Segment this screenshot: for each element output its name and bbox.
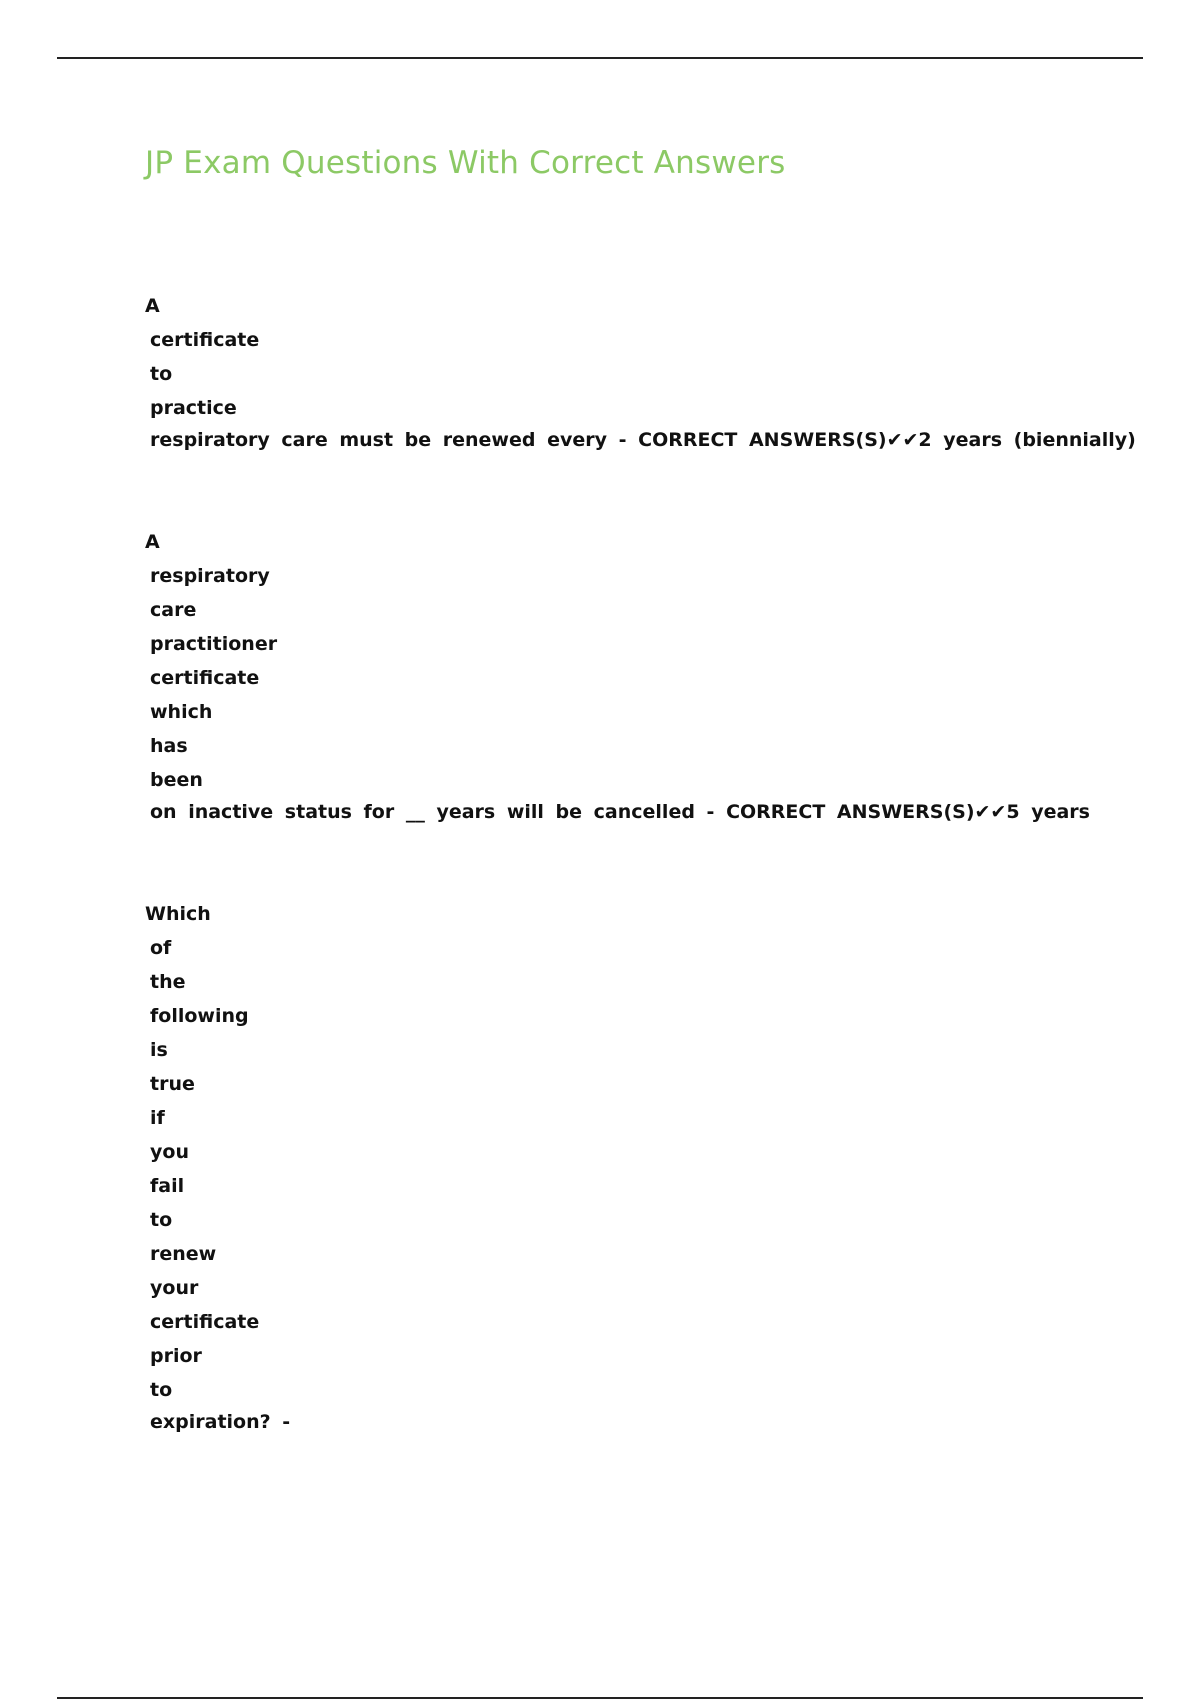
question-word: care [150, 599, 197, 621]
question-tail-line [145, 425, 1136, 459]
question-word: practitioner [150, 633, 278, 655]
question-word: your [150, 1277, 199, 1299]
question-word: A [145, 531, 160, 553]
question-word: certificate [150, 329, 260, 351]
checkmark-icon: ✔✔ [886, 429, 919, 451]
question-tail: on inactive status for __ years will be cancelled - [150, 801, 715, 823]
question-1 [145, 289, 1136, 459]
answer-text: 5 years [1006, 801, 1090, 823]
question-word: fail [150, 1175, 185, 1197]
question-word: Which [145, 903, 211, 925]
question-word: has [150, 735, 188, 757]
question-word: been [150, 769, 203, 791]
question-word: renew [150, 1243, 217, 1265]
question-word: you [150, 1141, 189, 1163]
page-title: JP Exam Questions With Correct Answers [145, 145, 786, 181]
question-word: true [150, 1073, 195, 1095]
question-2 [145, 525, 1090, 831]
question-word: to [150, 363, 173, 385]
question-word: to [150, 1379, 173, 1401]
question-word: is [150, 1039, 168, 1061]
answer-text: 2 years (biennially) [918, 429, 1136, 451]
question-word: to [150, 1209, 173, 1231]
question-word: certificate [150, 667, 260, 689]
question-word: practice [150, 397, 237, 419]
footer-rule [57, 1697, 1143, 1699]
question-3 [145, 897, 290, 1441]
question-word: following [150, 1005, 249, 1027]
header-rule [57, 57, 1143, 59]
question-word: certificate [150, 1311, 260, 1333]
answer-label: CORRECT ANSWERS(S) [638, 429, 887, 451]
question-tail: respiratory care must be renewed every - [150, 429, 627, 451]
question-word: respiratory [150, 565, 270, 587]
question-word: which [150, 701, 213, 723]
question-tail: expiration? - [150, 1411, 291, 1433]
question-tail-line [145, 1407, 290, 1441]
question-tail-line [145, 797, 1090, 831]
checkmark-icon: ✔✔ [974, 801, 1007, 823]
answer-label: CORRECT ANSWERS(S) [726, 801, 975, 823]
question-word: the [150, 971, 186, 993]
question-word: if [150, 1107, 165, 1129]
question-word: A [145, 295, 160, 317]
question-word: prior [150, 1345, 202, 1367]
question-word: of [150, 937, 172, 959]
